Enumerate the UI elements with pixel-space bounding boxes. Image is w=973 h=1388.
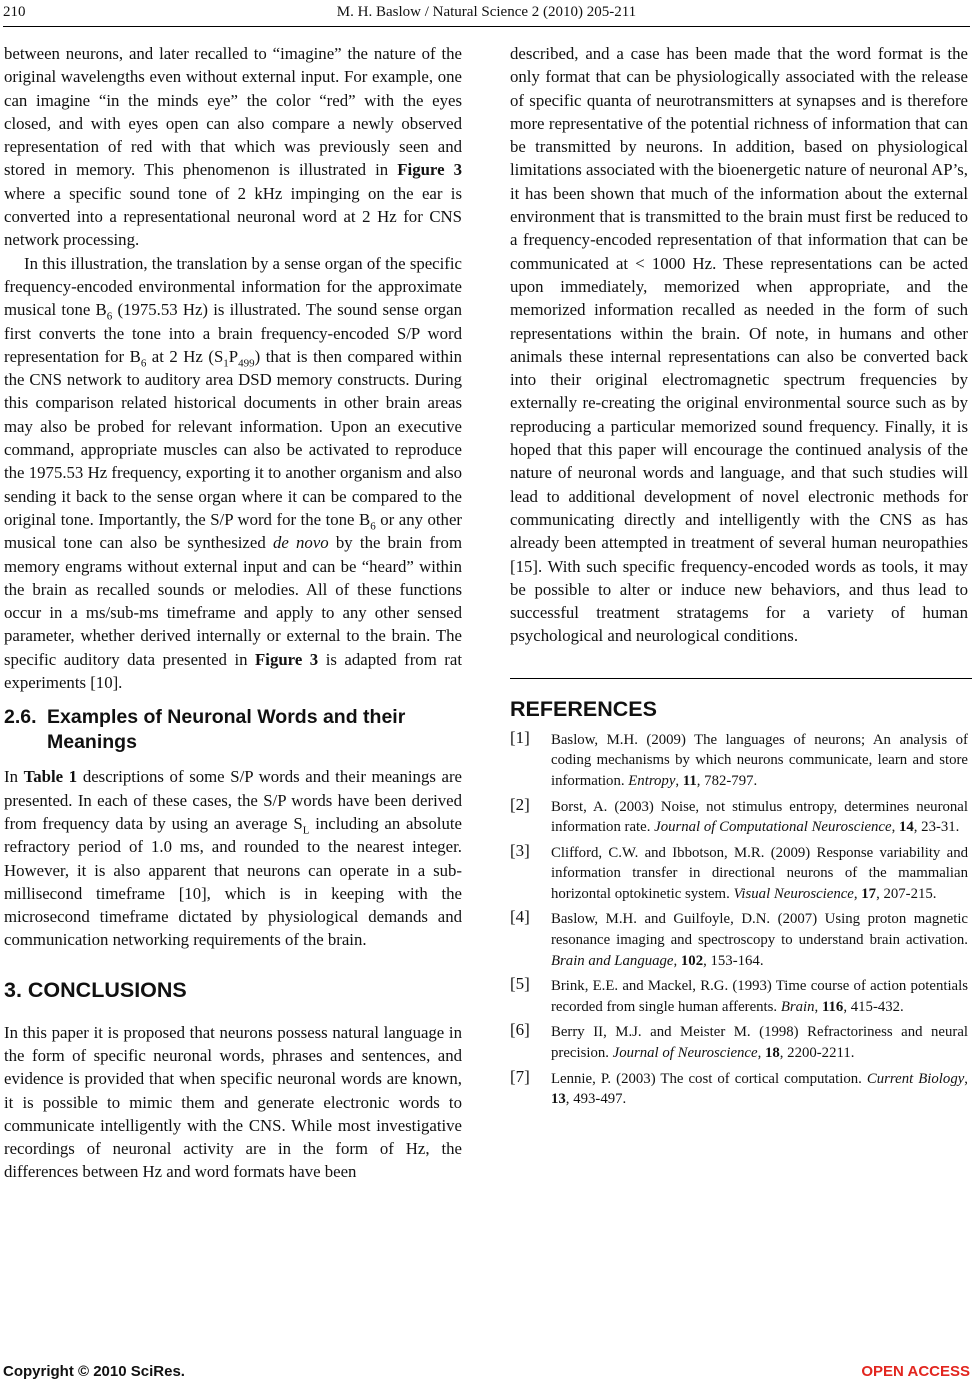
text-run: Baslow, M.H. and Guilfoyle, D.N. (2007) Using proton magnetic resonance imaging and spectroscopy to understand brain activation. bbox=[551, 911, 968, 949]
text-run: , bbox=[853, 885, 862, 902]
reference-text bbox=[551, 845, 968, 902]
text-run: Figure 3 bbox=[255, 649, 319, 669]
text-run: Brain bbox=[780, 998, 815, 1015]
text-run: at 2 Hz (S bbox=[146, 346, 224, 366]
copyright-notice: Copyright © 2010 SciRes. bbox=[3, 1363, 185, 1380]
reference-text bbox=[551, 911, 968, 968]
text-run: 18 bbox=[764, 1045, 780, 1062]
section-title: Examples of Neuronal Words and their bbox=[47, 706, 406, 729]
text-run: , 2200-2211. bbox=[779, 1045, 855, 1062]
reference-item bbox=[510, 1066, 968, 1110]
paragraph bbox=[510, 42, 968, 648]
paragraph bbox=[4, 252, 462, 695]
text-run: by the brain from memory engrams without external input and can be “heard” within the brain as recalled sounds or melodies. All of these functions occur in a ms/sub-ms timeframe and apply to any other sensed parameter, whether derived internally or external to the brain. The specific auditory data presented in bbox=[4, 533, 463, 669]
text-run: 17 bbox=[861, 885, 877, 902]
section-heading-conclusions: 3. CONCLUSIONS bbox=[4, 977, 187, 1002]
text-run: Brink, E.E. and Mackel, R.G. (1993) Time course of action potentials recorded from single human afferents. bbox=[551, 978, 968, 1015]
text-run: Lennie, P. (2003) The cost of cortical computation. bbox=[551, 1070, 867, 1087]
text-run: 14 bbox=[898, 819, 914, 836]
header-rule bbox=[3, 26, 970, 27]
reference-text bbox=[551, 1071, 968, 1108]
text-run: Figure 3 bbox=[397, 160, 462, 180]
reference-number: [4] bbox=[510, 907, 530, 927]
text-run: In this illustration, the translation by a sense organ of the specific frequency-encoded environmental information for the approximate musical tone B bbox=[4, 253, 462, 320]
text-run: L bbox=[302, 824, 310, 837]
text-run: ) that is then compared within the CNS network to auditory area DSD memory constructs. During this comparison related historical documents in other brain areas may also be probed for relevant information. Upon an executive command, appropriate muscles can also be activated to reproduce the 1975.53 Hz frequency, exporting it to another organism and also sending it back to the sense organ where it can be compared to the original tone. Importantly, the S/P word for the tone B bbox=[4, 346, 463, 529]
reference-item bbox=[510, 727, 968, 792]
text-run: , bbox=[814, 998, 822, 1015]
paragraph bbox=[4, 42, 462, 252]
reference-text bbox=[551, 732, 968, 789]
page-number: 210 bbox=[3, 4, 26, 20]
reference-text bbox=[551, 799, 968, 836]
text-run: , 415-432. bbox=[843, 998, 904, 1015]
reference-item bbox=[510, 1022, 968, 1063]
reference-text bbox=[551, 1024, 968, 1061]
text-run: 13 bbox=[551, 1091, 566, 1108]
text-run: 11 bbox=[682, 772, 697, 789]
section-heading-2-6 bbox=[4, 705, 462, 755]
text-run: 499 bbox=[238, 357, 255, 370]
text-run: is adapted from rat experiments [10]. bbox=[4, 649, 462, 693]
text-run: where a specific sound tone of 2 kHz impinging on the ear is converted into a representational neuronal word at 2 Hz for CNS network processing. bbox=[4, 183, 462, 250]
reference-item bbox=[510, 840, 968, 905]
text-run: Clifford, C.W. and Ibbotson, M.R. (2009) Response variability and information transfer in directional neurons of the mammalian horizontal optokinetic system. bbox=[551, 844, 968, 902]
reference-number: [7] bbox=[510, 1066, 530, 1086]
text-run: 6 bbox=[106, 310, 113, 323]
reference-text bbox=[551, 978, 968, 1015]
section-title-continued: Meanings bbox=[47, 731, 137, 754]
references-heading: REFERENCES bbox=[510, 696, 657, 721]
text-run: descriptions of some S/P words and their meanings are presented. In each of these cases, the S/P words have been derived from frequency data by using an average S bbox=[4, 767, 462, 833]
text-run: 102 bbox=[680, 952, 704, 969]
text-run: Berry II, M.J. and Meister M. (1998) Refractoriness and neural precision. bbox=[551, 1024, 968, 1062]
reference-item bbox=[510, 794, 968, 838]
left-column bbox=[4, 42, 462, 1184]
paragraph bbox=[4, 1021, 462, 1184]
text-run: , bbox=[964, 1070, 968, 1087]
text-run: , 493-497. bbox=[565, 1091, 627, 1108]
text-run: , 23-31. bbox=[913, 819, 960, 836]
reference-number: [5] bbox=[510, 974, 530, 994]
text-run: , bbox=[757, 1045, 765, 1062]
text-run: , bbox=[673, 952, 681, 969]
references-rule bbox=[510, 678, 972, 679]
reference-list bbox=[510, 727, 968, 1110]
text-run: , bbox=[675, 772, 683, 789]
text-run: Table 1 bbox=[23, 767, 78, 787]
text-run: Visual Neuroscience bbox=[733, 885, 854, 902]
text-run: 6 bbox=[370, 520, 376, 533]
text-run: between neurons, and later recalled to “imagine” the nature of the original wavelengths even without external input. For example, one can imagine “in the minds eye” the color “red” with the eyes closed, and with eyes open can also compare a newly observed representation of red with that which was previously seen and stored in memory. This phenomenon is illustrated in bbox=[4, 44, 462, 180]
text-run: , bbox=[891, 819, 899, 836]
text-run: described, and a case has been made that the word format is the only format that can be physiologically associated with the release of specific quanta of neurotransmitters at synapses and is therefore more representative of the potential richness of information that can be transmitted by neurons. In addition, based on physiological limitations associated with the bioenergetic nature of neuronal AP’s, it has been shown that much of the information about the external environment that is transmitted to the brain must first be reduced to a frequency-encoded representation of that information that can be communicated at < 1000 Hz. These representations can be acted upon immediately, memorized when appropriate, and the memorized information recalled as needed in the form of such representations within the brain. Of note, in humans and other animals these internal representations can also be converted back into their original electromagnetic spectrum frequencies by externally re-creating the original environmental source such as by reproducing a particular memorized sound frequency. Finally, it is hoped that this paper will encourage the continued analysis of the nature of neuronal words and language, and that such studies will lead to additional development of novel electronic methods for communicating directly and intelligently with the CNS as has already been attempted in treatment of several human neuropathies [15]. With such specific frequency-encoded words as tools, it may be possible to alter or induce new behaviors, and thus lead to successful treatment stratagems for a variety of human psychological and neurological conditions. bbox=[510, 44, 968, 646]
reference-item bbox=[510, 909, 968, 971]
text-run: Borst, A. (2003) Noise, not stimulus entropy, determines neuronal information rate. bbox=[551, 798, 968, 836]
text-run: In bbox=[4, 767, 24, 787]
text-run: Baslow, M.H. (2009) The languages of neurons; An analysis of coding mechanisms by which neurons communicate, learn and store information. bbox=[551, 731, 968, 789]
reference-number: [3] bbox=[510, 840, 530, 860]
text-run: P bbox=[228, 346, 239, 366]
reference-number: [1] bbox=[510, 727, 530, 747]
reference-number: [6] bbox=[510, 1020, 530, 1040]
reference-number: [2] bbox=[510, 794, 530, 814]
page-header bbox=[0, 2, 973, 28]
text-run: Journal of Neuroscience bbox=[612, 1045, 758, 1062]
text-run: , 782-797. bbox=[696, 772, 758, 789]
right-column bbox=[510, 42, 968, 1115]
text-run: 116 bbox=[821, 998, 844, 1015]
reference-item bbox=[510, 976, 968, 1017]
text-run: (1975.53 Hz) is illustrated. The sound sense organ first converts the tone into a brain frequency-encoded S/P word representation for B bbox=[4, 300, 463, 366]
text-run: 1 bbox=[223, 357, 229, 370]
text-run: , 153-164. bbox=[703, 952, 764, 969]
text-run: Brain and Language bbox=[551, 952, 674, 969]
text-run: 6 bbox=[140, 357, 147, 370]
text-run: , 207-215. bbox=[876, 885, 937, 902]
text-run: In this paper it is proposed that neurons possess natural language in the form of specific neuronal words, phrases and sentences, and evidence is provided that when specific neuronal words are known, it is possible to mimic them and generate electronic words to communicate intelligently with the CNS. While most investigative recordings of neuronal activity are in the form of Hz, the differences between Hz and word formats have been bbox=[4, 1022, 462, 1182]
text-run: Current Biology bbox=[866, 1070, 965, 1087]
text-run: Entropy bbox=[628, 772, 676, 789]
open-access-label: OPEN ACCESS bbox=[861, 1363, 970, 1380]
text-run: including an absolute refractory period of 1.0 ms, and rounded to the nearest integer. However, it is also apparent that neurons can operate in a sub-millisecond timeframe [10], which is in keeping with the microsecond timeframe dictated by physiological demands and communication networking requirements of the brain. bbox=[4, 813, 462, 950]
text-run: de novo bbox=[272, 533, 329, 553]
section-number: 2.6. bbox=[4, 706, 37, 729]
text-run: or any other musical tone can also be synthesized bbox=[4, 509, 462, 553]
running-title: M. H. Baslow / Natural Science 2 (2010) 205-211 bbox=[336, 4, 637, 20]
paragraph bbox=[4, 765, 462, 951]
text-run: Journal of Computational Neuroscience bbox=[654, 819, 892, 836]
